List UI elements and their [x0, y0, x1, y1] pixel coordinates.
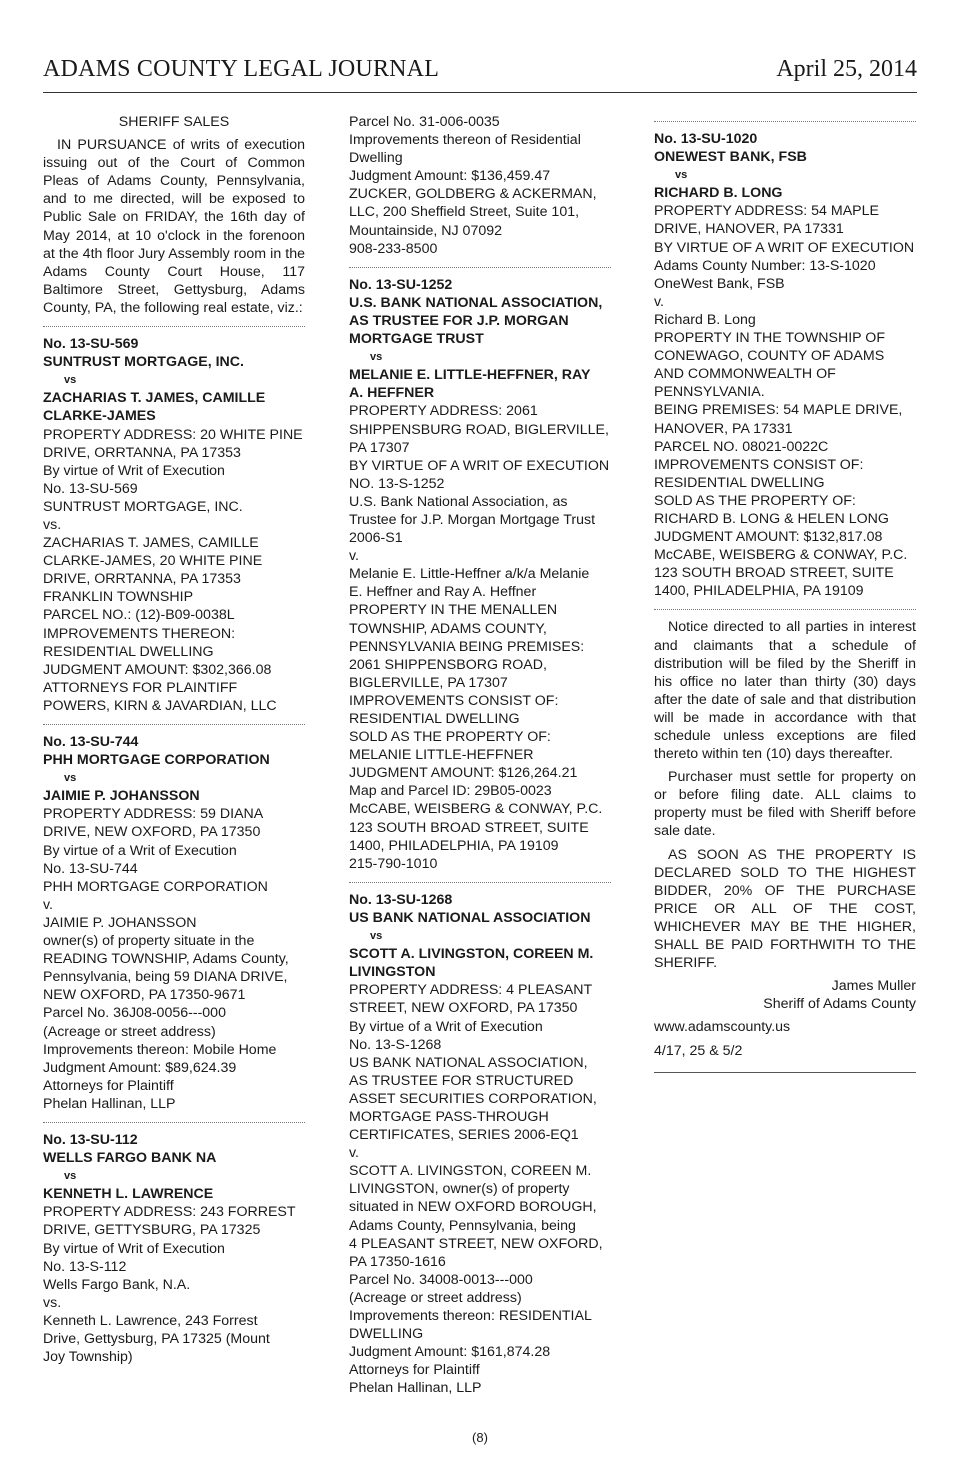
body-line: Phelan Hallinan, LLP	[43, 1095, 176, 1112]
case-number: No. 13-SU-1252	[349, 276, 453, 293]
body-line: BY VIRTUE OF A WRIT OF EXECUTION	[349, 457, 610, 474]
body-line: (Acreage or street address)	[43, 1023, 216, 1040]
sale-entry-112	[43, 1131, 305, 1366]
plaintiff: PHH MORTGAGE CORPORATION	[43, 752, 270, 769]
body-line: McCABE, WEISBERG & CONWAY, P.C.	[349, 801, 603, 818]
body-line: PROPERTY ADDRESS: 243 FORREST	[43, 1204, 296, 1221]
plaintiff: ONEWEST BANK, FSB	[654, 149, 807, 166]
body-line: Phelan Hallinan, LLP	[349, 1380, 482, 1397]
intro-paragraph: IN PURSUANCE of writs of execution issuing out of the Court of Common Pleas of Adams County, Pennsylvania, and to me directed, will be exposed to Public Sale on FRIDAY, the 16th day of May 2014, at 10 o'clock in the forenoon at the 4th floor Jury Assembly room in the Adams County Court House, 117 Baltimore Street, Gettysburg, Adams County, PA, the following real estate, viz.:	[43, 137, 305, 316]
plaintiff-line: US BANK NATIONAL ASSOCIATION	[349, 909, 591, 926]
body-line: DRIVE, NEW OXFORD, PA 17350	[43, 824, 261, 841]
body-line: AS TRUSTEE FOR STRUCTURED	[349, 1072, 574, 1089]
body-line: 2061 SHIPPENSBORG ROAD,	[349, 656, 547, 673]
divider	[349, 267, 611, 268]
body-line: ATTORNEYS FOR PLAINTIFF	[43, 679, 238, 696]
journal-title: ADAMS COUNTY LEGAL JOURNAL	[43, 56, 440, 82]
body-line: No. 13-S-112	[43, 1258, 127, 1275]
sale-entry-569	[43, 335, 305, 715]
body-line: Attorneys for Plaintiff	[349, 1362, 480, 1379]
body-line: MORTGAGE PASS-THROUGH	[349, 1108, 549, 1125]
divider	[349, 882, 611, 883]
body-line: v.	[349, 1145, 359, 1162]
body-line: v.	[654, 293, 664, 310]
body-line: Melanie E. Little-Heffner a/k/a Melanie	[349, 566, 590, 583]
body-line: BY VIRTUE OF A WRIT OF EXECUTION	[654, 239, 915, 256]
body-line: IMPROVEMENTS THEREON:	[43, 625, 236, 642]
body-line: PARCEL NO. 08021-0022C	[654, 438, 829, 455]
body-line: JUDGMENT AMOUNT: $132,817.08	[654, 529, 883, 546]
body-line: v.	[43, 896, 53, 913]
body-line: No. 13-SU-569	[43, 480, 138, 497]
plaintiff-line: U.S. BANK NATIONAL ASSOCIATION,	[349, 294, 603, 311]
body-line: No. 13-S-1268	[349, 1036, 442, 1053]
body-line: vs.	[43, 516, 62, 533]
body-line: 1400, PHILADELPHIA, PA 19109	[349, 837, 559, 854]
body-line: SHIPPENSBURG ROAD, BIGLERVILLE,	[349, 421, 609, 438]
body-line: US BANK NATIONAL ASSOCIATION,	[349, 1054, 588, 1071]
page-header	[43, 56, 917, 90]
body-line: PROPERTY ADDRESS: 59 DIANA	[43, 806, 264, 823]
body-line: DRIVE, HANOVER, PA 17331	[654, 221, 844, 238]
body-line: v.	[349, 548, 359, 565]
case-number: No. 13-SU-1020	[654, 131, 758, 147]
body-line: DWELLING	[349, 1326, 424, 1343]
body-line: OneWest Bank, FSB	[654, 275, 785, 292]
body-line: Drive, Gettysburg, PA 17325 (Mount	[43, 1331, 270, 1347]
defendant-line: LIVINGSTON	[349, 964, 436, 981]
body-line: BEING PREMISES: 54 MAPLE DRIVE,	[654, 402, 903, 419]
body-line: Improvements thereon: Mobile Home	[43, 1041, 277, 1058]
body-line: DRIVE, ORRTANNA, PA 17353	[43, 571, 241, 588]
divider	[43, 724, 305, 725]
versus: vs	[675, 169, 688, 182]
body-line: Parcel No. 31-006-0035	[349, 114, 500, 130]
divider	[654, 121, 916, 122]
plaintiff: SUNTRUST MORTGAGE, INC.	[43, 354, 244, 371]
body-line: Judgment Amount: $89,624.39	[43, 1059, 237, 1076]
body-line: PROPERTY ADDRESS: 2061	[349, 403, 538, 420]
body-line: JAIMIE P. JOHANSSON	[43, 914, 197, 931]
defendant-line: JAIMIE P. JOHANSSON	[43, 788, 200, 805]
body-line: Joy Township)	[43, 1349, 133, 1366]
body-line: Kenneth L. Lawrence, 243 Forrest	[43, 1312, 258, 1329]
body-line: No. 13-SU-744	[43, 860, 138, 877]
sale-entry-1020	[654, 130, 916, 600]
versus: vs	[370, 351, 383, 364]
body-line: Mountainside, NJ 07092	[349, 222, 503, 239]
issue-date: April 25, 2014	[776, 56, 917, 82]
body-line: RESIDENTIAL DWELLING	[43, 643, 214, 660]
section-heading: SHERIFF SALES	[118, 114, 230, 130]
body-line: Adams County Number: 13-S-1020	[654, 257, 876, 274]
body-line: By virtue of a Writ of Execution	[43, 842, 237, 859]
defendant-line: ZACHARIAS T. JAMES, CAMILLE	[43, 390, 266, 407]
body-line: LIVINGSTON, owner(s) of property	[349, 1181, 570, 1198]
body-line: E. Heffner and Ray A. Heffner	[349, 584, 537, 601]
body-line: Parcel No. 36J08-0056---000	[43, 1005, 226, 1022]
versus: vs	[370, 930, 383, 943]
body-line: Map and Parcel ID: 29B05-0023	[349, 783, 552, 800]
case-number: No. 13-SU-112	[43, 1131, 138, 1148]
body-line: Trustee for J.P. Morgan Mortgage Trust	[349, 511, 596, 528]
body-line: PROPERTY IN THE TOWNSHIP OF	[654, 330, 885, 347]
case-number: No. 13-SU-569	[43, 336, 139, 353]
sale-entry-1252	[349, 276, 611, 873]
body-line: PA 17307	[349, 439, 410, 456]
body-line: situated in NEW OXFORD BOROUGH,	[349, 1199, 597, 1216]
body-line: PENNSYLVANIA BEING PREMISES:	[349, 638, 585, 655]
body-line: By virtue of Writ of Execution	[43, 462, 225, 479]
sheriff-title: Sheriff of Adams County	[763, 996, 916, 1013]
body-line: RICHARD B. LONG & HELEN LONG	[654, 510, 889, 527]
body-line: CONEWAGO, COUNTY OF ADAMS	[654, 348, 885, 365]
body-line: ZUCKER, GOLDBERG & ACKERMAN,	[349, 186, 597, 203]
case-number: No. 13-SU-1268	[349, 891, 453, 908]
body-line: IMPROVEMENTS CONSIST OF:	[654, 456, 864, 473]
body-line: U.S. Bank National Association, as	[349, 493, 568, 510]
body-line: Parcel No. 34008-0013---000	[349, 1271, 533, 1288]
case-number: No. 13-SU-744	[43, 734, 139, 750]
body-line: PHH MORTGAGE CORPORATION	[43, 878, 268, 895]
body-line: MELANIE LITTLE-HEFFNER	[349, 747, 534, 764]
body-line: Judgment Amount: $136,459.47	[349, 168, 551, 185]
body-line: McCABE, WEISBERG & CONWAY, P.C.	[654, 547, 908, 564]
body-line: Attorneys for Plaintiff	[43, 1077, 174, 1094]
body-line: ZACHARIAS T. JAMES, CAMILLE	[43, 535, 259, 552]
body-line: 1400, PHILADELPHIA, PA 19109	[654, 583, 864, 600]
page-number: (8)	[472, 1430, 488, 1445]
versus: vs	[64, 772, 77, 785]
divider	[654, 609, 916, 610]
body-line: 4 PLEASANT STREET, NEW OXFORD,	[349, 1235, 603, 1252]
body-line: CLARKE-JAMES, 20 WHITE PINE	[43, 553, 263, 570]
body-line: RESIDENTIAL DWELLING	[654, 474, 825, 491]
column-2	[349, 113, 611, 1397]
body-line: Pennsylvania, being 59 DIANA DRIVE,	[43, 969, 288, 986]
body-line: SOLD AS THE PROPERTY OF:	[349, 729, 551, 746]
body-line: JUDGMENT AMOUNT: $126,264.21	[349, 765, 578, 782]
body-line: STREET, NEW OXFORD, PA 17350	[349, 1000, 578, 1017]
website-text: www.adamscounty.us	[654, 1019, 791, 1036]
header-rule	[43, 92, 917, 93]
body-line: PENNSYLVANIA.	[654, 384, 765, 401]
body-line: 123 SOUTH BROAD STREET, SUITE	[349, 819, 589, 836]
publication-dates: 4/17, 25 & 5/2	[654, 1042, 743, 1059]
defendant-line: MELANIE E. LITTLE-HEFFNER, RAY	[349, 367, 591, 384]
sale-entry-1268	[349, 891, 611, 1398]
end-rule	[654, 1072, 916, 1073]
defendant-line: RICHARD B. LONG	[654, 185, 783, 202]
versus: vs	[64, 1170, 77, 1183]
body-line: Improvements thereon of Residential	[349, 132, 581, 149]
body-line: BIGLERVILLE, PA 17307	[349, 674, 508, 691]
body-line: 2006-S1	[349, 530, 403, 547]
body-line: By virtue of a Writ of Execution	[349, 1018, 543, 1035]
body-line: DRIVE, ORRTANNA, PA 17353	[43, 444, 241, 461]
payment-notice: AS SOON AS THE PROPERTY IS DECLARED SOLD TO THE HIGHEST BIDDER, 20% OF THE PURCHASE PRICE OR ALL OF THE COST, WHICHEVER MAY BE THE HIGHER, SHALL BE PAID FORTHWITH TO THE SHERIFF.	[654, 846, 916, 972]
body-line: 908-233-8500	[349, 240, 438, 257]
plaintiff-line: AS TRUSTEE FOR J.P. MORGAN	[349, 312, 569, 329]
body-line: SCOTT A. LIVINGSTON, COREEN M.	[349, 1163, 592, 1180]
body-line: ASSET SECURITIES CORPORATION,	[349, 1090, 597, 1107]
divider	[43, 1122, 305, 1123]
sale-entry-744	[43, 733, 305, 1113]
body-line: (Acreage or street address)	[349, 1289, 522, 1306]
body-line: SOLD AS THE PROPERTY OF:	[654, 492, 856, 509]
body-line: HANOVER, PA 17331	[654, 420, 793, 437]
defendant-line: CLARKE-JAMES	[43, 408, 156, 425]
body-line: JUDGMENT AMOUNT: $302,366.08	[43, 661, 272, 678]
versus: vs	[64, 374, 77, 387]
body-line: vs.	[43, 1294, 62, 1311]
sheriff-name: James Muller	[831, 978, 916, 995]
body-line: NEW OXFORD, PA 17350-9671	[43, 987, 246, 1004]
body-line: AND COMMONWEALTH OF	[654, 366, 836, 383]
body-line: PROPERTY ADDRESS: 20 WHITE PINE	[43, 426, 303, 443]
body-line: DRIVE, GETTYSBURG, PA 17325	[43, 1222, 261, 1239]
distribution-notice: Notice directed to all parties in interest and claimants that a schedule of distribution will be filed by the Sheriff in his office no later than thirty (30) days after the date of sale and that distribution will be made in accordance with that schedule unless exceptions are filed thereto within ten (10) days thereafter.	[654, 619, 916, 763]
body-line: PARCEL NO.: (12)-B09-0038L	[43, 607, 235, 624]
body-line: Dwelling	[349, 150, 403, 167]
plaintiff-line: MORTGAGE TRUST	[349, 331, 484, 348]
column-3	[654, 113, 916, 1073]
body-line: PROPERTY IN THE MENALLEN	[349, 602, 558, 619]
body-line: PROPERTY ADDRESS: 54 MAPLE	[654, 203, 879, 220]
body-line: POWERS, KIRN & JAVARDIAN, LLC	[43, 697, 277, 714]
column-1	[43, 113, 305, 1366]
body-line: IMPROVEMENTS CONSIST OF:	[349, 692, 559, 709]
body-line: TOWNSHIP, ADAMS COUNTY,	[349, 620, 547, 637]
body-line: By virtue of Writ of Execution	[43, 1240, 225, 1257]
body-line: Wells Fargo Bank, N.A.	[43, 1276, 191, 1293]
body-line: LLC, 200 Sheffield Street, Suite 101,	[349, 204, 580, 221]
body-line: Improvements thereon: RESIDENTIAL	[349, 1308, 592, 1324]
body-line: PA 17350-1616	[349, 1253, 446, 1270]
divider	[43, 326, 305, 327]
body-line: 123 SOUTH BROAD STREET, SUITE	[654, 565, 894, 582]
body-line: NO. 13-S-1252	[349, 475, 445, 492]
body-line: Adams County, Pennsylvania, being	[349, 1217, 576, 1234]
body-line: CERTIFICATES, SERIES 2006-EQ1	[349, 1127, 579, 1144]
continued-entry	[349, 113, 611, 258]
purchaser-notice: Purchaser must settle for property on or before filing date. ALL claims to property must be filed with Sheriff before sale date.	[654, 769, 916, 840]
body-line: FRANKLIN TOWNSHIP	[43, 589, 194, 606]
defendant-line: A. HEFFNER	[349, 385, 435, 402]
body-line: PROPERTY ADDRESS: 4 PLEASANT	[349, 982, 593, 999]
body-line: READING TOWNSHIP, Adams County,	[43, 951, 289, 968]
body-line: Judgment Amount: $161,874.28	[349, 1344, 551, 1361]
plaintiff: WELLS FARGO BANK NA	[43, 1150, 217, 1167]
defendant-line: KENNETH L. LAWRENCE	[43, 1186, 214, 1203]
body-line: RESIDENTIAL DWELLING	[349, 711, 520, 727]
body-line: SUNTRUST MORTGAGE, INC.	[43, 498, 243, 515]
body-line: owner(s) of property situate in the	[43, 933, 255, 950]
defendant-line: SCOTT A. LIVINGSTON, COREEN M.	[349, 946, 594, 963]
body-line: Richard B. Long	[654, 311, 756, 328]
body-line: 215-790-1010	[349, 855, 438, 872]
